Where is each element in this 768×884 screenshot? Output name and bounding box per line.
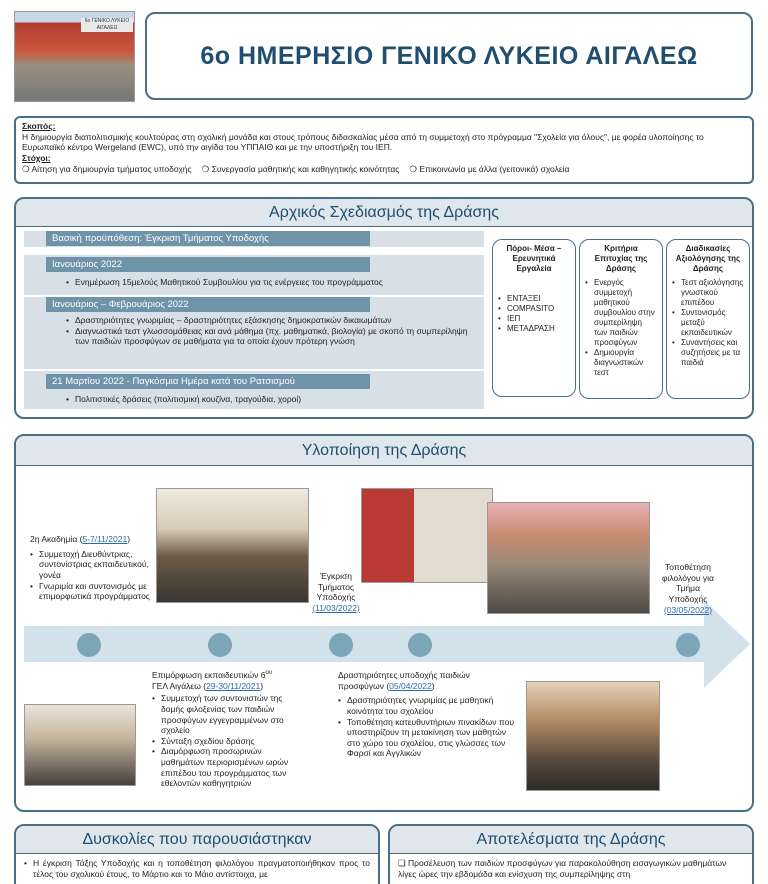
resource-item: • ΕΝΤΑΞΕΙ	[498, 294, 570, 304]
evaluation-item: • Συντονισμός μεταξύ εκπαιδευτικών	[672, 308, 744, 338]
resources-list	[498, 294, 570, 334]
header-title-box	[145, 12, 753, 100]
objective-item: ❍ Αίτηση για δημιουργία τμήματος υποδοχής	[22, 163, 192, 174]
welcome-list	[338, 695, 518, 759]
planning-bar: 21 Μαρτίου 2022 - Παγκόσμια Ημέρα κατά του Ρατσισμού	[46, 374, 370, 389]
difficulties-item: • Η έγκριση Τάξης Υποδοχής και η τοποθέτηση φιλολόγου πραγματοποιήθηκαν προς το τέλος του σχολικού έτους, το Μάρτιο και το Μάιο αντίστοιχα, με	[24, 858, 370, 879]
implementation-section	[14, 434, 754, 812]
training-title: Επιμόρφωση εκπαιδευτικών $6^{o\upsilon}$	[152, 670, 273, 680]
planning-item: • Δραστηριότητες γνωριμίας – δραστηριότητες εξάσκησης δημοκρατικών δικαιωμάτων	[66, 315, 476, 326]
academy-date[interactable]: 5-7/11/2021	[82, 534, 128, 544]
objective-item: ❍ Επικοινωνία με άλλα (γειτονικά) σχολεία	[409, 163, 570, 174]
page-title: 6ο ΗΜΕΡΗΣΙΟ ΓΕΝΙΚΟ ΛΥΚΕΙΟ ΑΙΓΑΛΕΩ	[200, 41, 698, 70]
welcome-item: • Τοποθέτηση κατευθυντήριων πινακίδων που υποστηρίζουν τη μετακίνηση των μαθητών στο χώρο του σχολείου, στις γλώσσες των Φαρσί και Αγγλικών	[338, 717, 518, 760]
courtyard-photo	[487, 502, 650, 614]
planning-title: Αρχικός Σχεδιασμός της Δράσης	[269, 203, 499, 221]
timeline-dot	[676, 633, 700, 657]
criteria-box	[579, 239, 663, 399]
objectives-label: Στόχοι:	[22, 152, 51, 163]
teachers-photo	[24, 704, 136, 786]
planning-item: • Ενημέρωση 15μελούς Μαθητικού Συμβουλίου για τις ενέργειες του προγράμματος	[66, 277, 476, 288]
timeline-dot	[408, 633, 432, 657]
evaluation-box	[666, 239, 750, 399]
difficulties-header	[16, 826, 378, 854]
implementation-header	[16, 436, 752, 466]
resource-item: • COMPASITO	[498, 304, 570, 314]
goal-label: Σκοπός:	[22, 121, 56, 131]
results-header	[390, 826, 752, 854]
timeline-dot	[77, 633, 101, 657]
school-photo	[14, 11, 135, 102]
library-photo	[156, 488, 309, 603]
difficulties-list	[16, 854, 378, 883]
goal-box	[14, 116, 754, 184]
criteria-item: • Ενεργός συμμετοχή μαθητικού συμβουλίου στην συμπερίληψη των παιδιών προσφύγων	[585, 278, 657, 348]
goal-text: Η δημιουργία διαπολιτισμικής κουλτούρας στη σχολική μονάδα και στους τρόπους διδασκαλίας μέσα από τη συμμετοχή στο πρόγραμμα "Σχολεία για όλους", με φορέα υλοποίησης το Ευρωπαϊκό κέντρο Wergeland (EWC), υπό την αιγίδα του ΥΠΠΑΙΘ και με την υποστήριξη του ΙΕΠ.	[22, 131, 704, 153]
difficulties-title: Δυσκολίες που παρουσιάστηκαν	[82, 830, 312, 848]
welcome-date[interactable]: 05/04/2022	[389, 680, 432, 691]
criteria-title: Κριτήρια Επιτυχίας της Δράσης	[594, 244, 648, 273]
training-item: • Σύνταξη σχεδίου δράσης	[152, 736, 302, 747]
planning-items	[66, 315, 476, 347]
planning-section	[14, 197, 754, 419]
training-item: • Συμμετοχή των συντονιστών της δομής φιλοξενίας των παιδιών προσφύγων εγγεγραμμένων στο σχολείο	[152, 693, 302, 736]
criteria-list	[585, 278, 657, 378]
evaluation-item: • Τεστ αξιολόγησης γνωστικού επιπέδου	[672, 278, 744, 308]
objective-item: ❍ Συνεργασία μαθητικής και καθηγητικής κοινότητας	[201, 163, 400, 174]
placement-date[interactable]: (03/05/2022)	[663, 604, 713, 615]
academy-text	[30, 534, 158, 602]
implementation-title: Υλοποίηση της Δράσης	[301, 441, 467, 459]
approval-text: Έγκριση Τμήματος Υποδοχής (11/03/2022)	[306, 571, 366, 614]
academy-item: • Γνωριμία και συντονισμός με επιμορφωτικά προγράμματος	[30, 581, 158, 602]
resource-item: • ΜΕΤΑΔΡΑΣΗ	[498, 324, 570, 334]
results-section	[388, 824, 754, 884]
training-item: • Διαμόρφωση προσωρινών μαθημάτων περιορισμένων ωρών επιπέδου του προγράμματος των εθελοντών καθηγητριών	[152, 746, 302, 789]
planning-items	[66, 277, 476, 288]
signs-photo	[361, 488, 493, 583]
planning-bar: Ιανουάριος 2022	[46, 257, 370, 272]
approval-date[interactable]: (11/03/2022)	[312, 602, 360, 613]
evaluation-title: Διαδικασίες Αξιολόγησης της Δράσης	[675, 244, 741, 273]
evaluation-item: • Συναντήσεις και συζητήσεις με τα παιδιά	[672, 338, 744, 368]
evaluation-list	[672, 278, 744, 368]
training-date[interactable]: 29-30/11/2021	[206, 680, 261, 691]
planning-header	[16, 199, 752, 227]
academy-item: • Συμμετοχή Διευθύντριας, συντονίστριας εκπαιδευτικού, γονέα	[30, 549, 158, 581]
difficulties-section	[14, 824, 380, 884]
academy-list	[30, 549, 158, 602]
criteria-item: • Δημιουργία διαγνωστικών τεστ	[585, 348, 657, 378]
planning-bar: Βασική προϋπόθεση: Έγκριση Τμήματος Υποδοχής	[46, 231, 370, 246]
objectives-list	[22, 164, 746, 175]
training-text	[152, 670, 302, 789]
placement-text: Τοποθέτηση φιλολόγου για Τμήμα Υποδοχής (03/05/2022)	[648, 562, 728, 615]
planning-bar: Ιανουάριος – Φεβρουάριος 2022	[46, 297, 370, 312]
results-item: ❑ Προσέλευση των παιδιών προσφύγων για παρακολούθηση εισαγωγικών μαθημάτων λίγες ώρες την εβδομάδα και ενίσχυση της συμπερίληψης στη	[398, 858, 727, 879]
training-title-2: ΓΕΛ Αιγάλεω (29-30/11/2021)	[152, 680, 264, 691]
welcome-item: • Δραστηριότητες γνωριμίας με μαθητική κοινότητα του σχολείου	[338, 695, 518, 716]
training-list	[152, 693, 302, 789]
planning-item: • Διαγνωστικά τεστ γλωσσομάθειας και ανά μάθημα (πχ. μαθηματικά, βιολογία) με σκοπό τη συμπερίληψη των παιδιών προσφύγων σε μαθήματα για τα οποία έχουν πρότερη γνώση	[66, 326, 476, 347]
welcome-title: Δραστηριότητες υποδοχής παιδιών προσφύγων (05/04/2022)	[338, 670, 470, 691]
resources-box	[492, 239, 576, 397]
timeline-dot	[208, 633, 232, 657]
timeline-dot	[329, 633, 353, 657]
academy-title: 2η Ακαδημία (5-7/11/2021)	[30, 534, 131, 544]
classroom-photo	[526, 681, 660, 791]
planning-items	[66, 394, 476, 405]
resources-title: Πόροι- Μέσα – Ερευνητικά Εργαλεία	[506, 244, 562, 273]
results-title: Αποτελέσματα της Δράσης	[476, 830, 666, 848]
planning-item: • Πολιτιστικές δράσεις (πολιτισμική κουζίνα, τραγούδια, χοροί)	[66, 394, 476, 405]
welcome-text	[338, 670, 518, 759]
resource-item: • ΙΕΠ	[498, 314, 570, 324]
school-sign: 6ο ΓΕΝΙΚΟ ΛΥΚΕΙΟ ΑΙΓΑΛΕΩ	[81, 18, 133, 32]
